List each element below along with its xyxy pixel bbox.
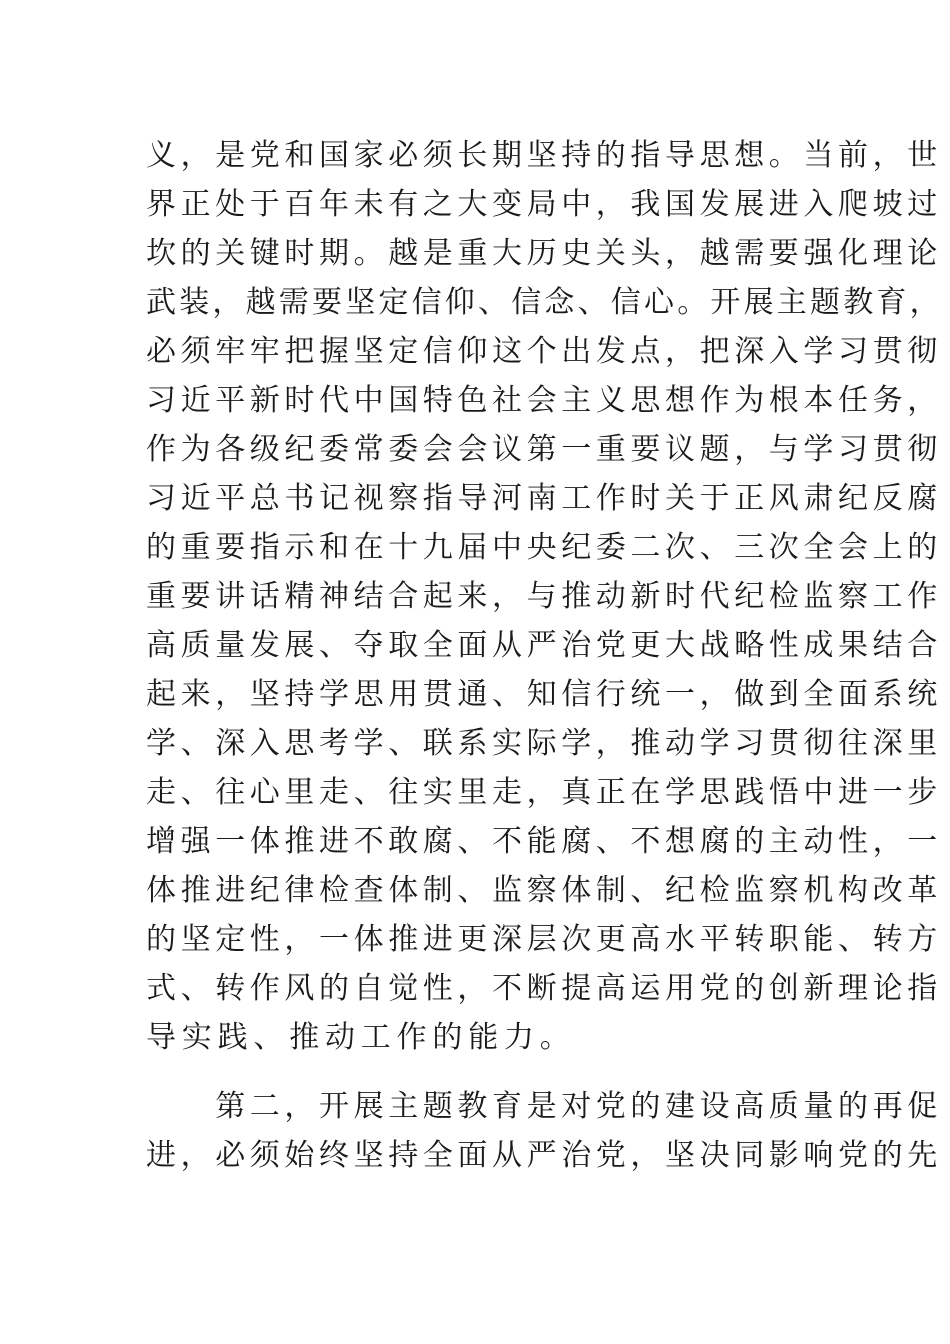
text-line: 高质量发展、夺取全面从严治党更大战略性成果结合 [146,628,942,663]
text-line: 义，是党和国家必须长期坚持的指导思想。当前，世 [146,138,942,173]
text-line: 作为各级纪委常委会会议第一重要议题，与学习贯彻 [146,432,942,467]
text-line: 习近平总书记视察指导河南工作时关于正风肃纪反腐 [146,481,942,516]
text-line: 界正处于百年未有之大变局中，我国发展进入爬坡过 [146,187,942,222]
text-line: 第二，开展主题教育是对党的建设高质量的再促 [146,1089,942,1124]
text-line: 进，必须始终坚持全面从严治党，坚决同影响党的先 [146,1138,942,1173]
text-line: 体推进纪律检查体制、监察体制、纪检监察机构改革 [146,873,942,908]
text-line: 学、深入思考学、联系实际学，推动学习贯彻往深里 [146,726,942,761]
text-line: 必须牢牢把握坚定信仰这个出发点，把深入学习贯彻 [146,334,942,369]
text-line: 武装，越需要坚定信仰、信念、信心。开展主题教育， [146,285,943,320]
text-line: 走、往心里走、往实里走，真正在学思践悟中进一步 [146,775,942,810]
text-line: 的重要指示和在十九届中央纪委二次、三次全会上的 [146,530,942,565]
text-line: 式、转作风的自觉性，不断提高运用党的创新理论指 [146,971,942,1006]
text-line: 起来，坚持学思用贯通、知信行统一，做到全面系统 [146,677,942,712]
text-line: 重要讲话精神结合起来，与推动新时代纪检监察工作 [146,579,942,614]
text-line: 增强一体推进不敢腐、不能腐、不想腐的主动性，一 [146,824,942,859]
text-line: 导实践、推动工作的能力。 [146,1020,576,1055]
text-line: 的坚定性，一体推进更深层次更高水平转职能、转方 [146,922,942,957]
text-line: 坎的关键时期。越是重大历史关头，越需要强化理论 [146,236,942,271]
text-line: 习近平新时代中国特色社会主义思想作为根本任务， [146,383,942,418]
